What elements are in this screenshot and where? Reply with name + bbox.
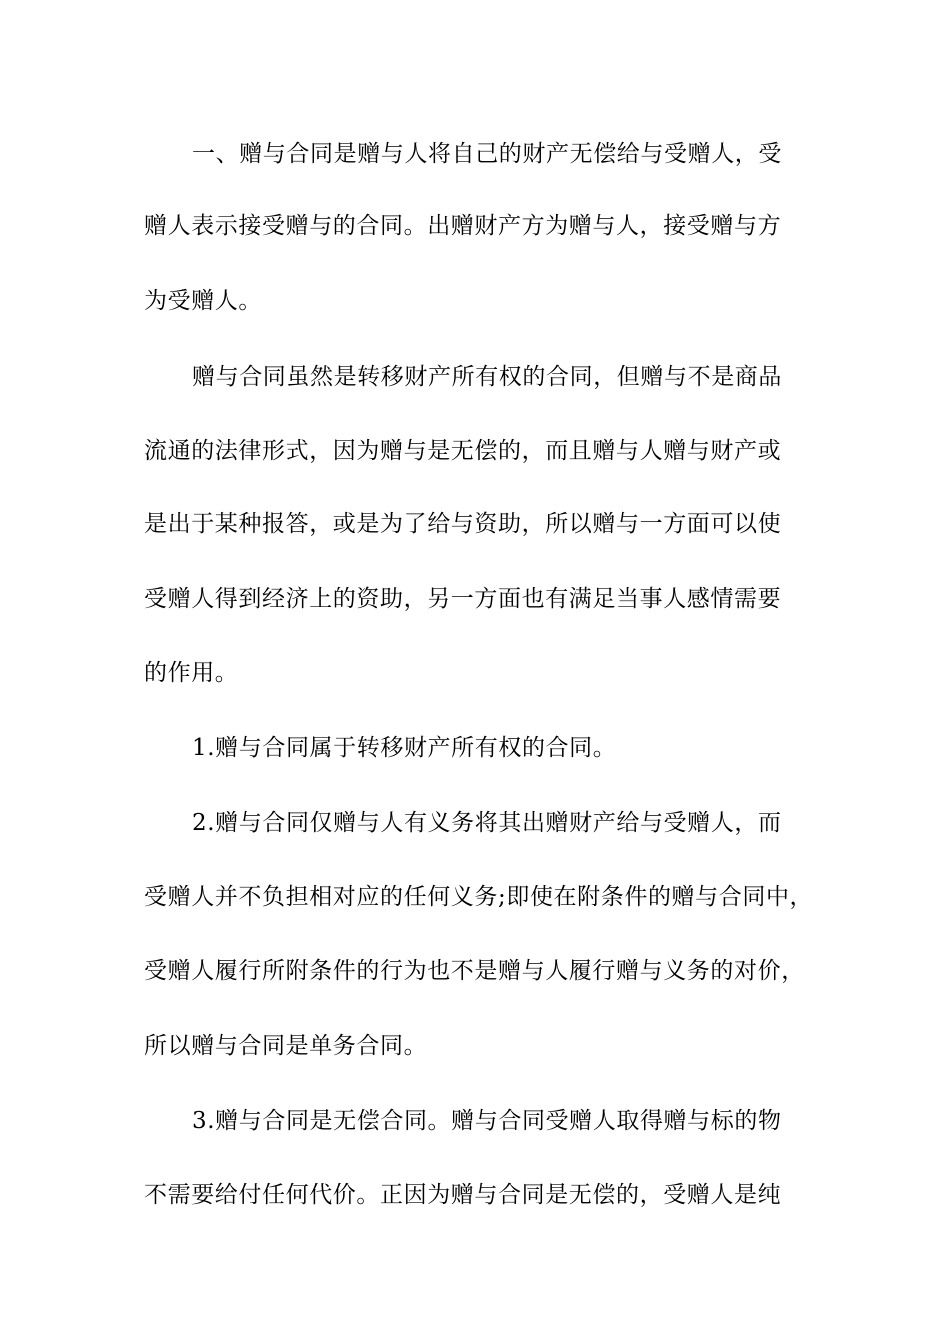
paragraph-2-line-2: 流通的法律形式，因为赠与是无偿的，而且赠与人赠与财产或 [144, 438, 782, 464]
list-item-3-line-2: 不需要给付任何代价。正因为赠与合同是无偿的，受赠人是纯 [144, 1182, 782, 1208]
list-item-1: 1.赠与合同属于转移财产所有权的合同。 [192, 735, 617, 761]
paragraph-2-line-3: 是出于某种报答，或是为了给与资助，所以赠与一方面可以使 [144, 511, 782, 537]
list-item-2-line-4: 所以赠与合同是单务合同。 [144, 1033, 428, 1059]
paragraph-2-line-4: 受赠人得到经济上的资助，另一方面也有满足当事人感情需要 [144, 586, 782, 612]
paragraph-1-line-2: 赠人表示接受赠与的合同。出赠财产方为赠与人，接受赠与方 [144, 213, 782, 239]
list-item-2-line-1: 2.赠与合同仅赠与人有义务将其出赠财产给与受赠人，而 [192, 810, 782, 836]
paragraph-1-line-3: 为受赠人。 [144, 288, 262, 314]
paragraph-2-line-5: 的作用。 [144, 660, 239, 686]
list-item-3-line-1: 3.赠与合同是无偿合同。赠与合同受赠人取得赠与标的物 [192, 1108, 782, 1134]
paragraph-2-line-1: 赠与合同虽然是转移财产所有权的合同，但赠与不是商品 [192, 364, 782, 390]
list-item-2-line-3: 受赠人履行所附条件的行为也不是赠与人履行赠与义务的对价， [144, 958, 805, 984]
paragraph-1-line-1: 一、赠与合同是赠与人将自己的财产无偿给与受赠人，受 [192, 141, 782, 167]
list-item-2-line-2: 受赠人并不负担相对应的任何义务;即使在附条件的赠与合同中， [144, 884, 814, 910]
